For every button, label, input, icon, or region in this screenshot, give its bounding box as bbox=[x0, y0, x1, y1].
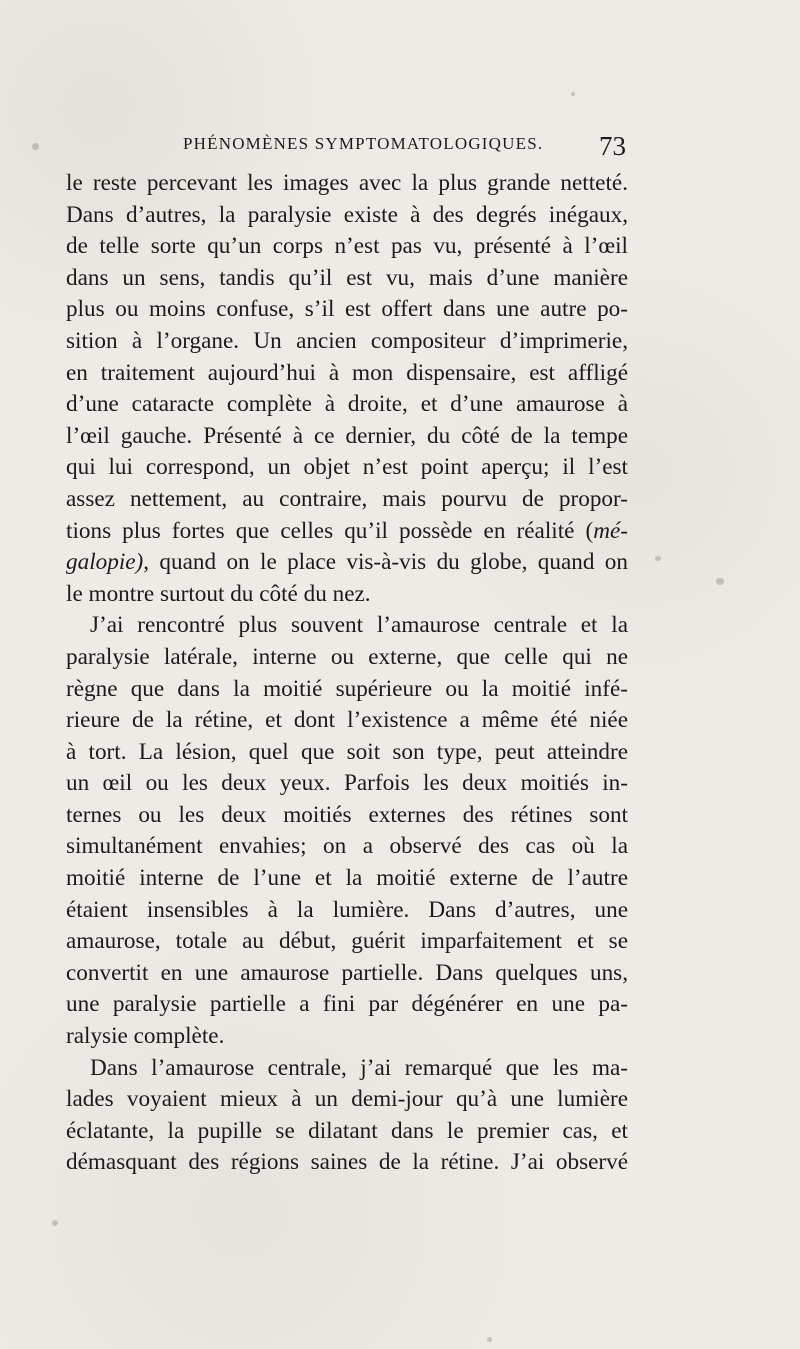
text-line: un œil ou les deux yeux. Parfois les deux moitiés in- bbox=[66, 770, 628, 797]
text-line: ralysie complète. bbox=[66, 1023, 225, 1050]
text-line-mixed bbox=[66, 516, 628, 548]
paper-speck bbox=[32, 143, 39, 150]
paragraph-1 bbox=[66, 168, 628, 610]
italic-term: galopie) bbox=[66, 549, 144, 576]
italic-term: mé- bbox=[593, 517, 628, 544]
text-line: d’une cataracte complète à droite, et d’une amaurose à bbox=[66, 391, 628, 418]
running-title: PHÉNOMÈNES SYMPTOMATOLOGIQUES. bbox=[183, 134, 544, 153]
text-line: dans un sens, tandis qu’il est vu, mais d’une manière bbox=[66, 264, 628, 291]
paragraph-3 bbox=[66, 1053, 628, 1179]
text-line: convertit en une amaurose partielle. Dans quelques uns, bbox=[66, 959, 628, 986]
text-line: à tort. La lésion, quel que soit son type, peut atteindre bbox=[66, 738, 628, 765]
text-line: amaurose, totale au début, guérit imparfaitement et se bbox=[66, 928, 628, 955]
text-line: une paralysie partielle a fini par dégénérer en une pa- bbox=[66, 991, 628, 1018]
text-line: J’ai rencontré plus souvent l’amaurose centrale et la bbox=[90, 612, 628, 639]
text-line: lades voyaient mieux à un demi-jour qu’à une lumière bbox=[66, 1086, 628, 1113]
text-line: de telle sorte qu’un corps n’est pas vu, présenté à l’œil bbox=[66, 233, 628, 260]
text-line: l’œil gauche. Présenté à ce dernier, du côté de la tempe bbox=[66, 422, 628, 449]
text-line: moitié interne de l’une et la moitié externe de l’autre bbox=[66, 865, 628, 892]
text-line: rieure de la rétine, et dont l’existence a même été niée bbox=[66, 707, 628, 734]
body-text bbox=[66, 168, 628, 1179]
text-line: éclatante, la pupille se dilatant dans le premier cas, et bbox=[66, 1117, 628, 1144]
text-line: ternes ou les deux moitiés externes des rétines sont bbox=[66, 801, 628, 828]
text-line-mixed bbox=[66, 547, 628, 579]
text-line: le reste percevant les images avec la plus grande netteté. bbox=[66, 170, 628, 196]
paper-speck bbox=[655, 556, 661, 561]
text-line: paralysie latérale, interne ou externe, que celle qui ne bbox=[66, 643, 628, 670]
paper-speck bbox=[487, 1337, 492, 1342]
text-line: le montre surtout du côté du nez. bbox=[66, 580, 371, 607]
page-number: 73 bbox=[599, 131, 626, 161]
text-line: Dans l’amaurose centrale, j’ai remarqué que les ma- bbox=[90, 1054, 628, 1081]
text-line: sition à l’organe. Un ancien compositeur d’imprimerie, bbox=[66, 327, 628, 354]
paragraph-2 bbox=[66, 610, 628, 1052]
text-line: qui lui correspond, un objet n’est point aperçu; il l’est bbox=[66, 454, 628, 481]
page-header bbox=[66, 126, 626, 166]
text-line: assez nettement, au contraire, mais pourvu de propor- bbox=[66, 485, 628, 512]
paper-speck bbox=[716, 578, 724, 585]
paper-speck bbox=[571, 92, 575, 96]
text-line: Dans d’autres, la paralysie existe à des degrés inégaux, bbox=[66, 201, 628, 228]
paper-speck bbox=[52, 1220, 58, 1226]
text-segment: tions plus fortes que celles qu’il possède en réalité ( bbox=[66, 517, 594, 544]
text-line: simultanément envahies; on a observé des cas où la bbox=[66, 833, 628, 860]
text-line: démasquant des régions saines de la rétine. J’ai observé bbox=[66, 1149, 628, 1176]
text-line: plus ou moins confuse, s’il est offert dans une autre po- bbox=[66, 296, 628, 323]
text-line: règne que dans la moitié supérieure ou la moitié infé- bbox=[66, 675, 628, 702]
text-line: en traitement aujourd’hui à mon dispensaire, est affligé bbox=[66, 359, 628, 386]
text-line: étaient insensibles à la lumière. Dans d’autres, une bbox=[66, 896, 628, 923]
text-segment: , quand on le place vis-à-vis du globe, quand on bbox=[143, 549, 628, 576]
